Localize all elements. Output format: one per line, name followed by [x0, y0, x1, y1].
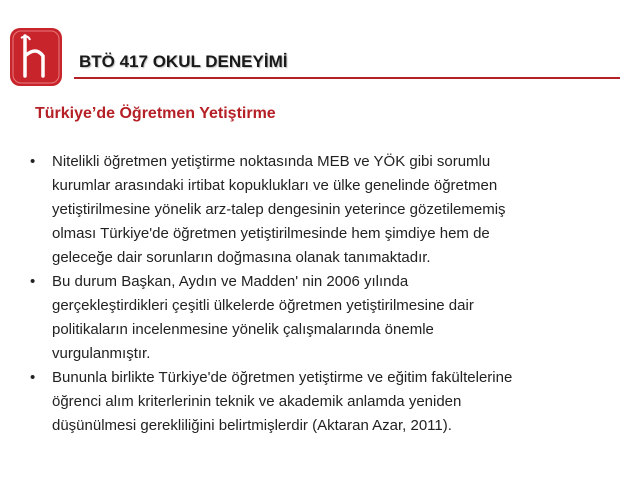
slide-subtitle: Türkiye’de Öğretmen Yetiştirme — [35, 105, 276, 122]
bullet-line: politikaların incelenmesine yönelik çalışmalarında önemle — [52, 321, 434, 338]
bullet-line: geleceğe dair sorunların doğmasına olanak tanımaktadır. — [52, 249, 431, 266]
bullet-line: gerçekleştirdikleri çeşitli ülkelerde öğretmen yetiştirilmesine dair — [52, 297, 474, 314]
bullet-line: Nitelikli öğretmen yetiştirme noktasında MEB ve YÖK gibi sorumlu — [52, 153, 491, 170]
bullet-list — [22, 150, 622, 438]
bullet-marker: • — [30, 273, 36, 290]
hacettepe-logo-icon — [8, 26, 64, 88]
header-divider — [74, 77, 620, 79]
bullet-item — [22, 150, 622, 270]
bullet-item — [22, 366, 622, 438]
bullet-item — [22, 270, 622, 366]
bullet-line: düşünülmesi gerekliliğini belirtmişlerdir (Aktaran Azar, 2011). — [52, 417, 452, 434]
presentation-title: BTÖ 417 OKUL DENEYİMİ — [79, 52, 288, 71]
bullet-line: Bununla birlikte Türkiye'de öğretmen yetiştirme ve eğitim fakültelerine — [52, 369, 513, 386]
bullet-marker: • — [30, 153, 36, 170]
bullet-marker: • — [30, 369, 36, 386]
bullet-line: öğrenci alım kriterlerinin teknik ve akademik anlamda yeniden — [52, 393, 462, 410]
bullet-line: Bu durum Başkan, Aydın ve Madden' nin 2006 yılında — [52, 273, 409, 290]
bullet-line: olması Türkiye'de öğretmen yetiştirilmesinde hem şimdiye hem de — [52, 225, 490, 242]
bullet-line: yetiştirilmesine yönelik arz-talep dengesinin yeterince gözetilememiş — [52, 201, 506, 218]
bullet-line: vurgulanmıştır. — [52, 345, 151, 362]
bullet-line: kurumlar arasındaki irtibat kopuklukları ve ülke genelinde öğretmen — [52, 177, 498, 194]
